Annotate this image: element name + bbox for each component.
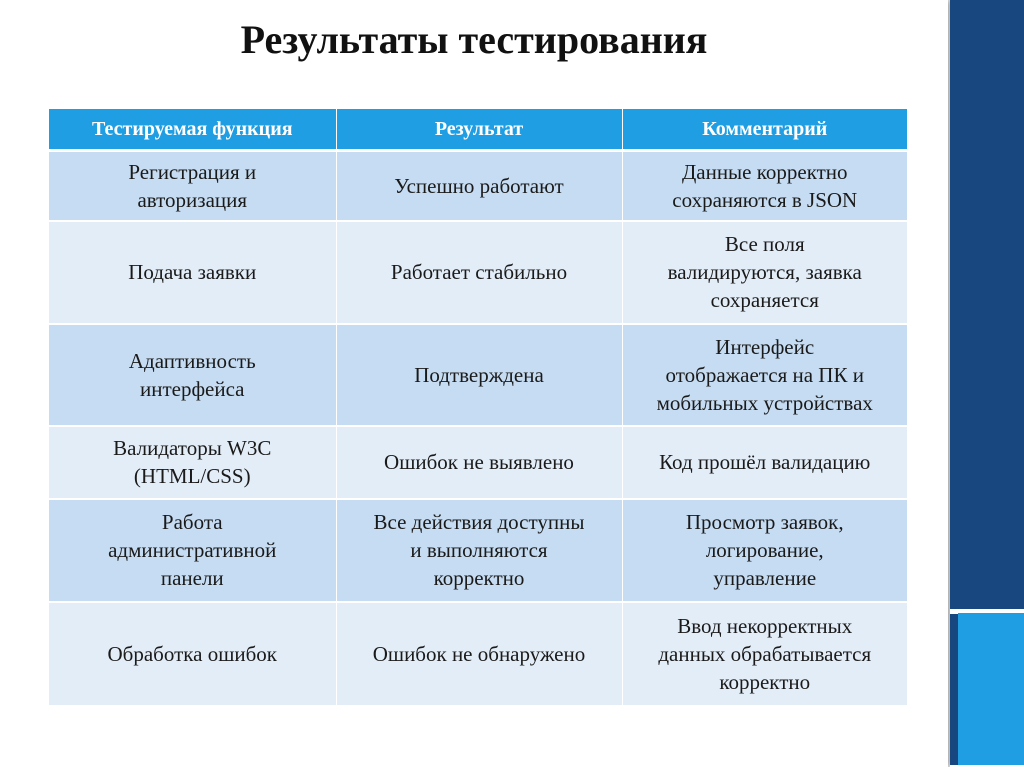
cell-text: Работает стабильно [390,260,568,284]
cell-function [49,221,336,324]
cell-result [336,499,622,602]
table-row [49,426,907,499]
cell-text: Подача заявки [128,260,257,284]
cell-comment [622,221,907,324]
cell-text: Подтверждена [414,362,544,387]
cell-text: Код прошёл валидацию [659,450,871,474]
cell-result [336,324,622,426]
cell-result [336,602,622,706]
table-header-row [49,109,907,151]
cell-text: Регистрация и авторизация [128,159,257,212]
cell-result [336,221,622,324]
cell-text: Ошибок не обнаружено [372,641,586,666]
cell-function [49,151,336,221]
cell-comment [622,602,907,706]
cell-text: Ввод некорректных данных обрабатывается корректно [658,613,872,694]
cell-text: Работа административной панели [108,510,277,590]
cell-result [336,426,622,499]
cell-text: Адаптивность интерфейса [128,348,256,401]
table-row [49,324,907,426]
cell-comment [622,499,907,602]
cell-text: Просмотр заявок, логирование, управление [685,510,844,590]
cell-result [336,151,622,221]
table-row [49,602,907,706]
cell-text: Успешно работают [394,173,564,198]
cell-function [49,602,336,706]
results-table [49,109,907,707]
table-row [49,221,907,324]
cell-text: Интерфейс отображается на ПК и мобильных устройствах [656,334,873,415]
cell-comment [622,324,907,426]
cell-text: Все поля валидируются, заявка сохраняется [667,232,862,312]
cell-text: Все действия доступны и выполняются корректно [373,510,585,590]
cell-text: Обработка ошибок [107,641,277,666]
cell-function [49,324,336,426]
cell-text: Данные корректно сохраняются в JSON [672,159,858,212]
header-comment: Комментарий [622,109,907,151]
side-bar-accent [958,613,1024,767]
cell-function [49,426,336,499]
cell-comment [622,426,907,499]
cell-function [49,499,336,602]
slide-title: Результаты тестирования [240,17,708,62]
cell-comment [622,151,907,221]
table-row [49,151,907,221]
table-row [49,499,907,602]
cell-text: Валидаторы W3C (HTML/CSS) [113,436,272,488]
cell-text: Ошибок не выявлено [384,450,574,474]
header-result: Результат [336,109,622,151]
header-tested-function: Тестируемая функция [49,109,336,151]
